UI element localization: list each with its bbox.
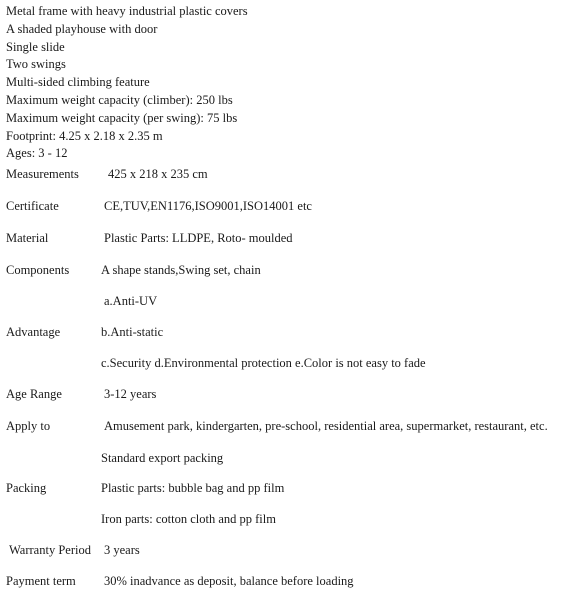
feature-item: Metal frame with heavy industrial plastic covers bbox=[6, 4, 248, 18]
spec-label-material: Material bbox=[6, 231, 49, 245]
feature-item: Maximum weight capacity (climber): 250 lbs bbox=[6, 93, 233, 107]
spec-value-payment: 30% inadvance as deposit, balance before loading bbox=[104, 574, 354, 588]
spec-value-packing-1: Standard export packing bbox=[101, 451, 224, 465]
spec-value-packing-3: Iron parts: cotton cloth and pp film bbox=[101, 512, 276, 526]
spec-label-warranty: Warranty Period bbox=[9, 543, 91, 557]
feature-item: Ages: 3 - 12 bbox=[6, 146, 68, 161]
spec-value-packing-2: Plastic parts: bubble bag and pp film bbox=[101, 481, 285, 495]
feature-item: Single slide bbox=[6, 39, 65, 54]
feature-item: Footprint: 4.25 x 2.18 x 2.35 m bbox=[6, 128, 163, 143]
spec-value-material: Plastic Parts: LLDPE, Roto- moulded bbox=[104, 231, 293, 245]
spec-label-packing: Packing bbox=[6, 481, 47, 495]
spec-label-age-range: Age Range bbox=[6, 387, 62, 401]
spec-label-advantage: Advantage bbox=[6, 325, 61, 339]
spec-value-age-range: 3-12 years bbox=[104, 387, 157, 401]
feature-item: A shaded playhouse with door bbox=[6, 21, 158, 36]
spec-value-advantage-1: a.Anti-UV bbox=[104, 294, 158, 308]
spec-value-measurements: 425 x 218 x 235 cm bbox=[108, 167, 208, 181]
feature-item: Two swings bbox=[6, 57, 66, 72]
spec-label-payment: Payment term bbox=[6, 574, 76, 588]
spec-value-warranty: 3 years bbox=[104, 543, 140, 557]
spec-label-apply-to: Apply to bbox=[6, 419, 51, 433]
spec-value-advantage-3: c.Security d.Environmental protection e.Color is not easy to fade bbox=[101, 356, 426, 370]
spec-value-advantage-2: b.Anti-static bbox=[101, 325, 164, 339]
feature-item: Multi-sided climbing feature bbox=[6, 75, 150, 90]
spec-value-apply-to: Amusement park, kindergarten, pre-school, residential area, supermarket, restaurant, etc. bbox=[104, 419, 548, 433]
spec-label-components: Components bbox=[6, 263, 70, 277]
spec-label-measurements: Measurements bbox=[6, 167, 79, 181]
feature-item: Maximum weight capacity (per swing): 75 lbs bbox=[6, 110, 238, 125]
spec-value-certificate: CE,TUV,EN1176,ISO9001,ISO14001 etc bbox=[104, 199, 312, 213]
spec-label-certificate: Certificate bbox=[6, 199, 59, 213]
spec-value-components: A shape stands,Swing set, chain bbox=[101, 263, 261, 277]
